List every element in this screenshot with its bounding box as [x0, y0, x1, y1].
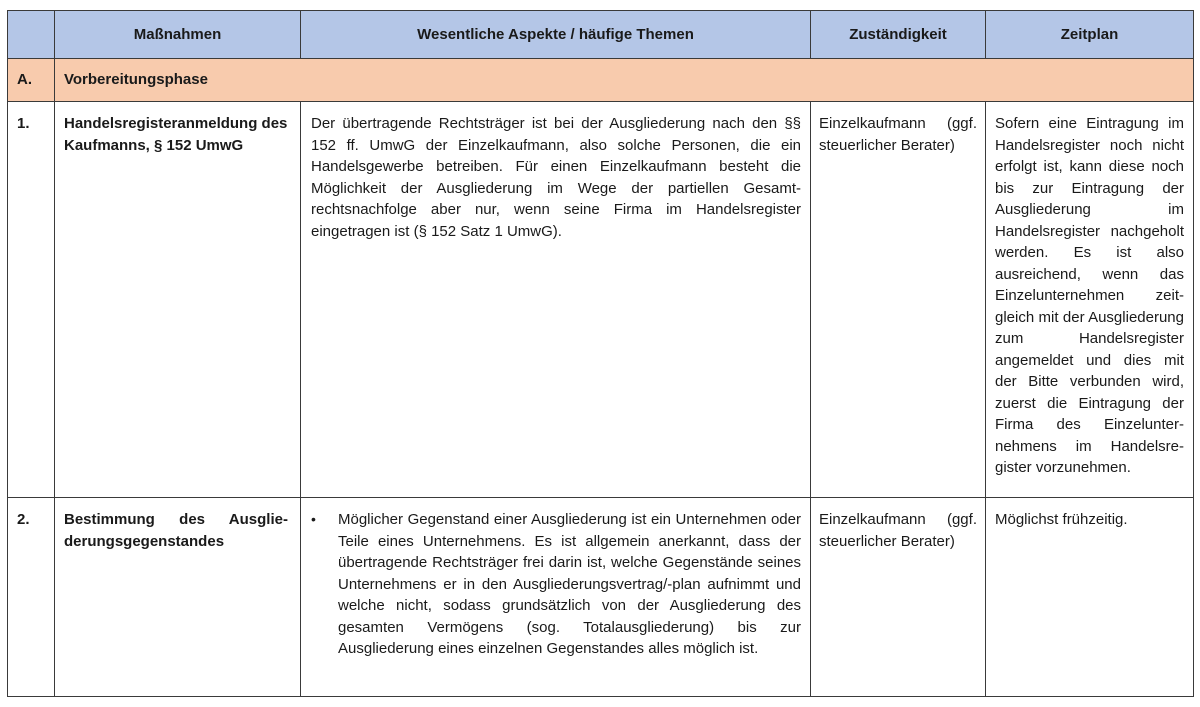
table-header-row — [8, 11, 1194, 59]
header-number — [8, 11, 55, 59]
schedule-text: Möglichst frühzeitig. — [995, 511, 1128, 528]
aspects-text: Der übertragende Rechtsträger ist bei der Ausgliederung nach den §§ 152 ff. UmwG der Einzelkaufmann, also solche Personen, die ein Handelsgewerbe betreiben. Für einen Einzelkaufmann besteht die Möglichkeit der Ausgliederung im Wege der partiellen Gesamtrechtsnachfolge aber nur, wenn seine Firma im Handelsregister eingetragen ist (§ 152 Satz 1 UmwG). — [311, 115, 801, 240]
schedule-cell — [986, 102, 1194, 498]
aspects-bullet-list — [311, 509, 801, 660]
responsibility-cell — [811, 102, 986, 498]
table-row — [8, 498, 1194, 697]
measure-text: Handelsregisteranmeldung des Kaufmanns, § 152 UmwG — [64, 115, 288, 154]
responsibility-text: Einzelkaufmann (ggf. steuerlicher Berater) — [819, 511, 977, 550]
bullet-icon: • — [311, 511, 316, 527]
measures-table — [7, 10, 1194, 697]
row-number-cell — [8, 498, 55, 697]
section-label: A. — [17, 71, 32, 89]
row-number: 2. — [17, 511, 30, 528]
row-number: 1. — [17, 115, 30, 132]
header-measures: Maßnahmen — [55, 11, 301, 59]
measure-cell — [55, 102, 301, 498]
row-number-cell — [8, 102, 55, 498]
header-responsibility: Zuständigkeit — [811, 11, 986, 59]
bullet-text: Möglicher Gegenstand einer Ausgliederung ist ein Unternehmen oder Teile eines Unternehmens. Es ist allgemein anerkannt, dass der übertragende Rechtsträger frei darin ist, welche Gegenstände seines Unternehmens er in den Ausgliederungsvertrag/-plan aufnimmt und welche nicht, sodass grundsätzlich von der Ausgliederung des gesamten Vermögens (sog. Totalausgliederung) bis zur Ausgliederung eines einzelnen Gegenstandes alles möglich ist. — [338, 511, 801, 657]
section-row — [8, 59, 1194, 102]
responsibility-cell — [811, 498, 986, 697]
list-item — [311, 509, 801, 660]
header-aspects: Wesentliche Aspekte / häufige Themen — [301, 11, 811, 59]
table-row — [8, 102, 1194, 498]
section-label-cell — [8, 59, 55, 102]
aspects-cell — [301, 102, 811, 498]
schedule-text: Sofern eine Eintragung im Handelsregister noch nicht erfolgt ist, kann diese noch bis zur Eintragung der Ausgliederung im Handelsregister nachgeholt werden. Es ist also ausreichend, wenn das Einzelunternehmen zeitgleich mit der Ausgliederung zum Handelsregister angemeldet und dies mit der Bitte verbunden wird, zuerst die Eintragung der Firma des Einzelunternehmens im Handelsregister vorzunehmen. — [995, 115, 1184, 476]
section-title-cell — [55, 59, 1194, 102]
aspects-cell — [301, 498, 811, 697]
measure-cell — [55, 498, 301, 697]
schedule-cell — [986, 498, 1194, 697]
responsibility-text: Einzelkaufmann (ggf. steuerlicher Berater) — [819, 115, 977, 154]
section-title: Vorbereitungsphase — [64, 71, 208, 89]
header-schedule: Zeitplan — [986, 11, 1194, 59]
measure-text: Bestimmung des Ausgliederungsgegenstandes — [64, 511, 288, 550]
